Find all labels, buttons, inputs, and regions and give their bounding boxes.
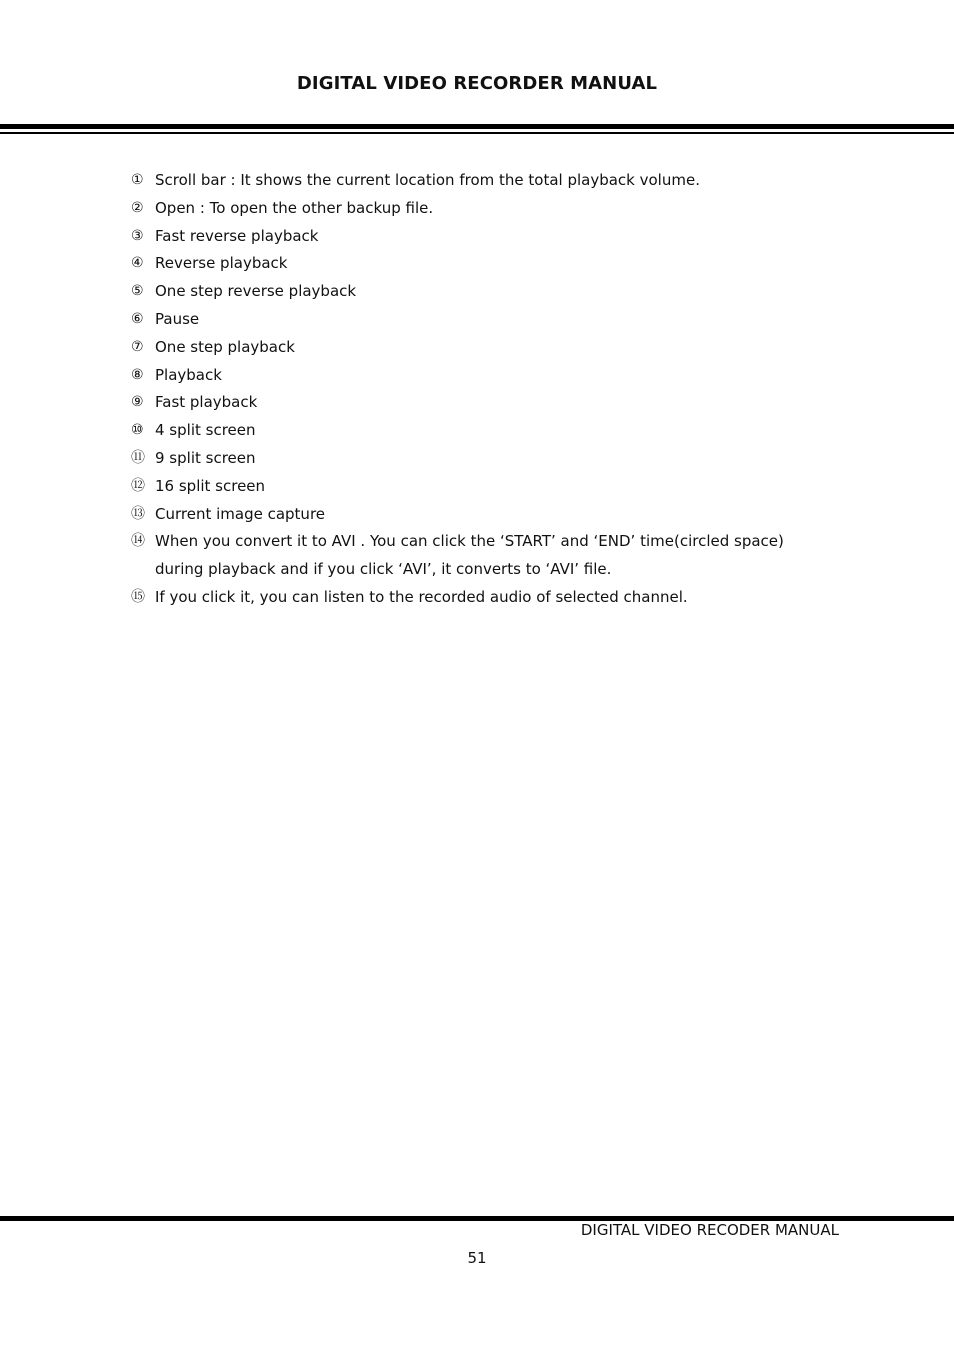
- header-rule-thin: [0, 132, 954, 134]
- page-header-title: DIGITAL VIDEO RECORDER MANUAL: [296, 73, 658, 94]
- item-text: One step reverse playback: [155, 282, 357, 301]
- list-item: [131, 223, 831, 251]
- item-text: Fast playback: [155, 393, 258, 412]
- item-text: Pause: [155, 309, 200, 328]
- list-item: [131, 389, 831, 417]
- item-number: ②: [131, 199, 144, 216]
- item-number: ⑨: [131, 394, 144, 411]
- list-item: [131, 334, 831, 362]
- item-number: ⑫: [131, 477, 145, 494]
- item-text: When you convert it to AVI . You can click the ‘START’ and ‘END’ time(circled space) during playback and if you click ‘AVI’, it converts to ‘AVI’ file.: [155, 532, 784, 579]
- item-number: ⑩: [131, 422, 144, 439]
- list-item: [131, 306, 831, 334]
- item-text: 9 split screen: [155, 448, 256, 467]
- list-item: [131, 528, 831, 584]
- list-item: [131, 417, 831, 445]
- item-number: ①: [131, 172, 144, 188]
- item-number: ⑥: [131, 310, 144, 327]
- item-number: ⑧: [131, 366, 144, 383]
- item-number: ⑤: [131, 283, 144, 300]
- item-text: Playback: [155, 365, 222, 384]
- list-item: [131, 278, 831, 306]
- item-text: Scroll bar : It shows the current location from the total playback volume.: [155, 171, 700, 189]
- item-text: Current image capture: [155, 504, 326, 523]
- item-number: ③: [131, 227, 144, 244]
- legend-list: [131, 167, 831, 612]
- list-item: [131, 445, 831, 473]
- item-number: ⑬: [131, 505, 145, 522]
- item-number: ⑭: [131, 533, 145, 550]
- item-text: One step playback: [155, 337, 295, 356]
- list-item: [131, 584, 831, 612]
- item-text: Reverse playback: [155, 254, 288, 273]
- list-item: [131, 167, 831, 195]
- footer-title: DIGITAL VIDEO RECODER MANUAL: [580, 1221, 839, 1239]
- item-text: 4 split screen: [155, 421, 256, 440]
- list-item: [131, 250, 831, 278]
- item-number: ⑦: [131, 338, 144, 355]
- list-item: [131, 362, 831, 390]
- item-text: 16 split screen: [155, 476, 266, 495]
- item-text: If you click it, you can listen to the recorded audio of selected channel.: [155, 587, 688, 606]
- list-item: [131, 195, 831, 223]
- item-number: ⑮: [131, 588, 145, 605]
- header-rule-thick: [0, 124, 954, 129]
- item-text: Open : To open the other backup file.: [155, 198, 434, 217]
- item-number: ⑪: [131, 449, 145, 466]
- page-number: 51: [467, 1249, 487, 1267]
- list-item: [131, 501, 831, 529]
- item-text: Fast reverse playback: [155, 226, 319, 245]
- list-item: [131, 473, 831, 501]
- item-number: ④: [131, 255, 144, 272]
